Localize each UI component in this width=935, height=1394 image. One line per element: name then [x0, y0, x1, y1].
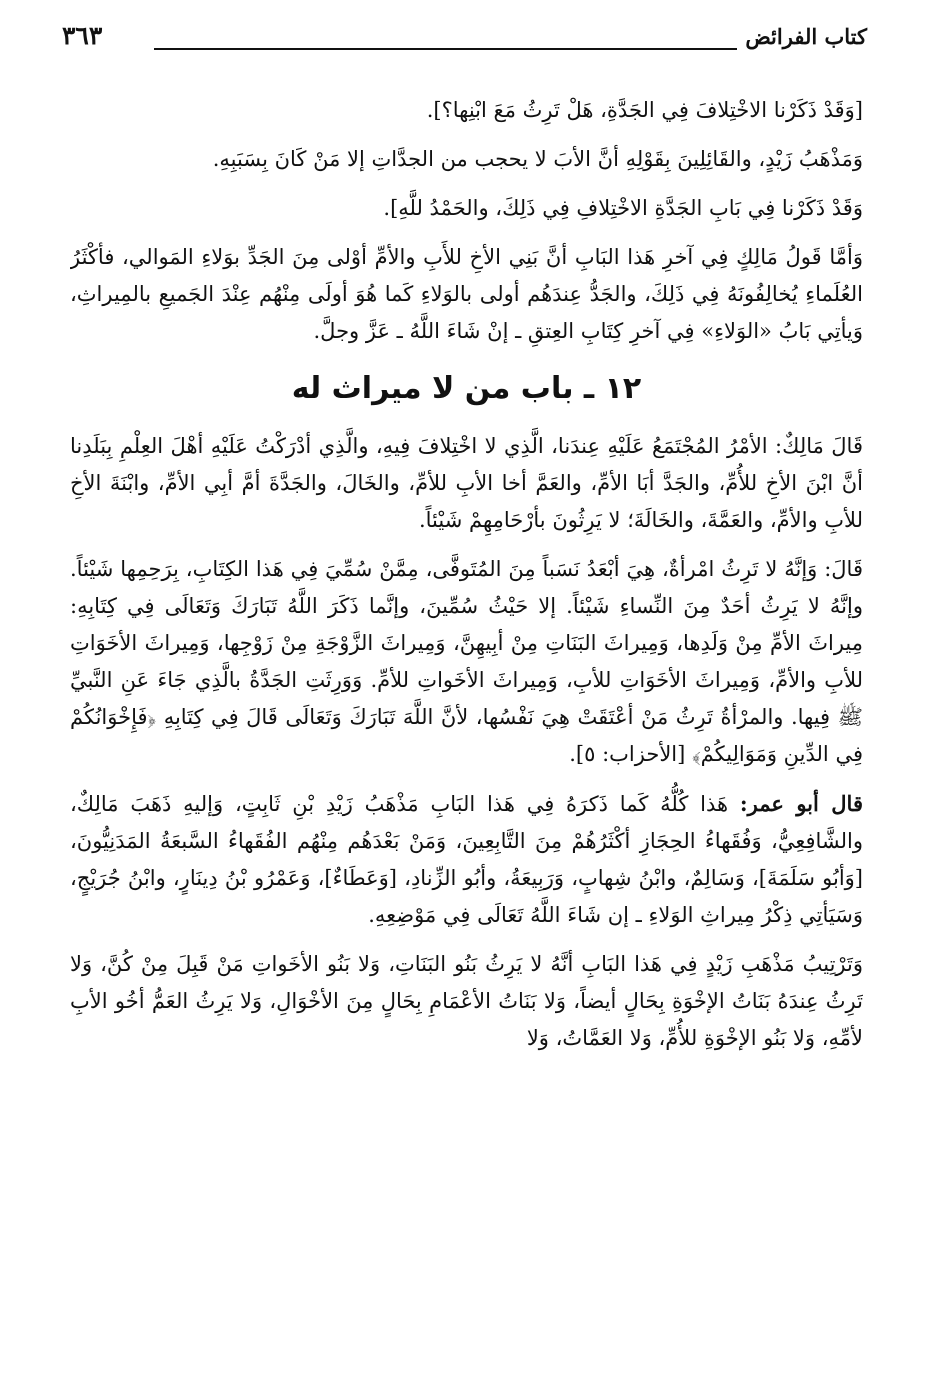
running-title: كتاب الفرائض — [745, 24, 867, 49]
speaker-label: قال أبو عمر: — [739, 791, 863, 816]
chapter-heading: ١٢ ـ باب من لا ميراث له — [291, 371, 642, 406]
paragraph: [وَقَدْ ذَكَرْنا الاخْتِلافَ فِي الجَدَّةِ، هَلْ تَرِثُ مَعَ ابْنِها؟]. — [426, 98, 863, 122]
paragraph-text: قَالَ: وَإنَّهُ لا تَرِثُ امْرأةٌ، هِيَ أبْعَدُ نَسَباً مِنَ المُتَوفَّى، مِمَّنْ سُمِّيَ فِي هَذا الكِتَابِ، بِرَحِمِها شَيْئاً. وإنَّهُ لا يَرِثُ أحَدٌ مِنَ النِّساءِ شَيْئاً. إلا حَيْثُ سُمِّينَ، وإنَّما ذَكَرَ اللَّهُ تَبَارَكَ وَتَعَالَى فِي كِتَابِهِ: مِيراثَ الأمِّ مِنْ وَلَدِها، وَمِيراثَ البَنَاتِ مِنْ أبِيهِنَّ، وَمِيراثَ الزَّوْجَةِ مِنْ زَوْجِها، وَمِيراثَ الأخَوَاتِ للأبِ والأمِّ، وَمِيراثَ الأخَوَاتِ للأبِ، وَمِيراثَ الأخَواتِ للأمِّ. وَوَرِثَتِ الجَدَّةُ بالَّذِي جَاءَ عَنِ النَّبيِّ ﷺ فِيها. والمرْأةُ تَرِثُ مَنْ أعْتَقَتْ هِيَ نَفْسُها، لأنَّ اللَّهَ تَبَارَكَ وَتَعَالَى قَالَ فِي كِتَابِهِ ﴿فَإِخْوَانُكُمْ فِي الدِّينِ وَمَوَالِيكُمْ﴾ [الأحزاب: ٥]. — [70, 557, 863, 766]
header-rule — [154, 48, 737, 50]
paragraph-text: قَالَ مَالِكٌ: الأمْرُ المُجْتَمَعُ عَلَيْهِ عِندَنا، الَّذِي لا اخْتِلافَ فِيهِ، والَّذِي أدْرَكْتُ عَلَيْهِ أهْلَ العِلْمِ بِبَلَدِنا أنَّ ابْنَ الأخِ للأُمِّ، والجَدَّ أبَا الأمِّ، والعَمَّ أخا الأبِ للأمِّ، والخَالَ، والجَدَّةَ أمَّ أبِي الأمِّ، وابْنَةَ الأخِ للأبِ والأمِّ، والعَمَّةَ، والخَالَةَ؛ لا يَرِثُونَ بأرْحَامِهِمْ شَيْئاً. — [70, 434, 863, 532]
paragraph — [70, 785, 863, 934]
paragraph-text: وَتَرْتِيبُ مَذْهَبِ زَيْدٍ فِي هَذا البَابِ أنَّهُ لا يَرِثُ بَنُو البَنَاتِ، وَلا بَنُو الأخَواتِ مَنْ قَبِلَ مِنْ كُنَّ، وَلا تَرِثُ عِندَهُ بَنَاتُ الإخْوَةِ بِحَالٍ أيضاً، وَلا بَنَاتُ الأعْمَامِ بِحَالٍ مِنَ الأخْوَالِ، وَلا يَرِثُ العَمُّ أخُو الأبِ لأمِّهِ، وَلا بَنُو الإخْوَةِ للأُمِّ، وَلا العَمَّاتُ، وَلا — [70, 952, 863, 1050]
paragraph — [70, 428, 863, 539]
page-number: ٣٦٣ — [62, 21, 103, 50]
paragraph: وَمَذْهَبُ زَيْدٍ، والقَائِلِينَ بِقَوْلِهِ أنَّ الأبَ لا يحجب من الجدَّاتِ إلا مَنْ كَانَ بِسَبَبِهِ. — [212, 147, 863, 171]
paragraph — [70, 551, 863, 773]
paragraph — [70, 946, 863, 1057]
paragraph-text: هَذا كُلُّهُ كَما ذَكرَهُ فِي هَذا البَابِ مَذْهَبُ زَيْدِ بْنِ ثَابِتٍ، وَإليهِ ذَهَبَ مَالِكٌ، والشَّافِعِيُّ، وَفُقَهاءُ الحِجَازِ أكْثَرُهُمْ مِنَ التَّابِعِينَ، وَمَنْ بَعْدَهُم مِنْهُم الفُقَهاءُ السَّبعَةُ المَدَنِيُّونَ، [وَأبُو سَلَمَةَ]، وَسَالِمٌ، وابْنُ شِهابٍ، وَرَبِيعَةُ، وأبُو الزِّنادِ، [وَعَطَاءٌ]، وَعَمْرُو بْنُ دِينَارٍ، وابْنُ جُرَيْجٍ، وَسَيَأتِي ذِكْرُ مِيراثِ الوَلاءِ ـ إن شَاءَ اللَّهُ تَعَالَى فِي مَوْضِعِهِ. — [70, 792, 863, 927]
page-header — [62, 18, 867, 64]
page-body — [70, 92, 863, 1382]
paragraph: وَأمَّا قَولُ مَالِكٍ فِي آخرِ هَذا البَابِ أنَّ بَنِي الأخِ للأَبِ والأمِّ أوْلى مِنَ الجَدِّ بوَلاءِ المَوالي، فأكْثَرُ العُلَماءِ يُخالِفُونَهُ فِي ذَلِكَ، والجَدُّ عِندَهُم أولى بالوَلاءِ كَما هُوَ أولَى مِنْهُم عِنْدَ الجَميعِ بالمِيراثِ، وَيأتِي بَابُ «الوَلاءِ» فِي آخرِ كِتَابِ العِتقِ ـ إنْ شَاءَ اللَّهُ ـ عَزَّ وجلَّ. — [70, 245, 863, 343]
paragraph: وَقَدْ ذَكَرْنا فِي بَابِ الجَدَّةِ الاخْتِلافِ فِي ذَلِكَ، والحَمْدُ للَّهِ]. — [383, 196, 863, 220]
